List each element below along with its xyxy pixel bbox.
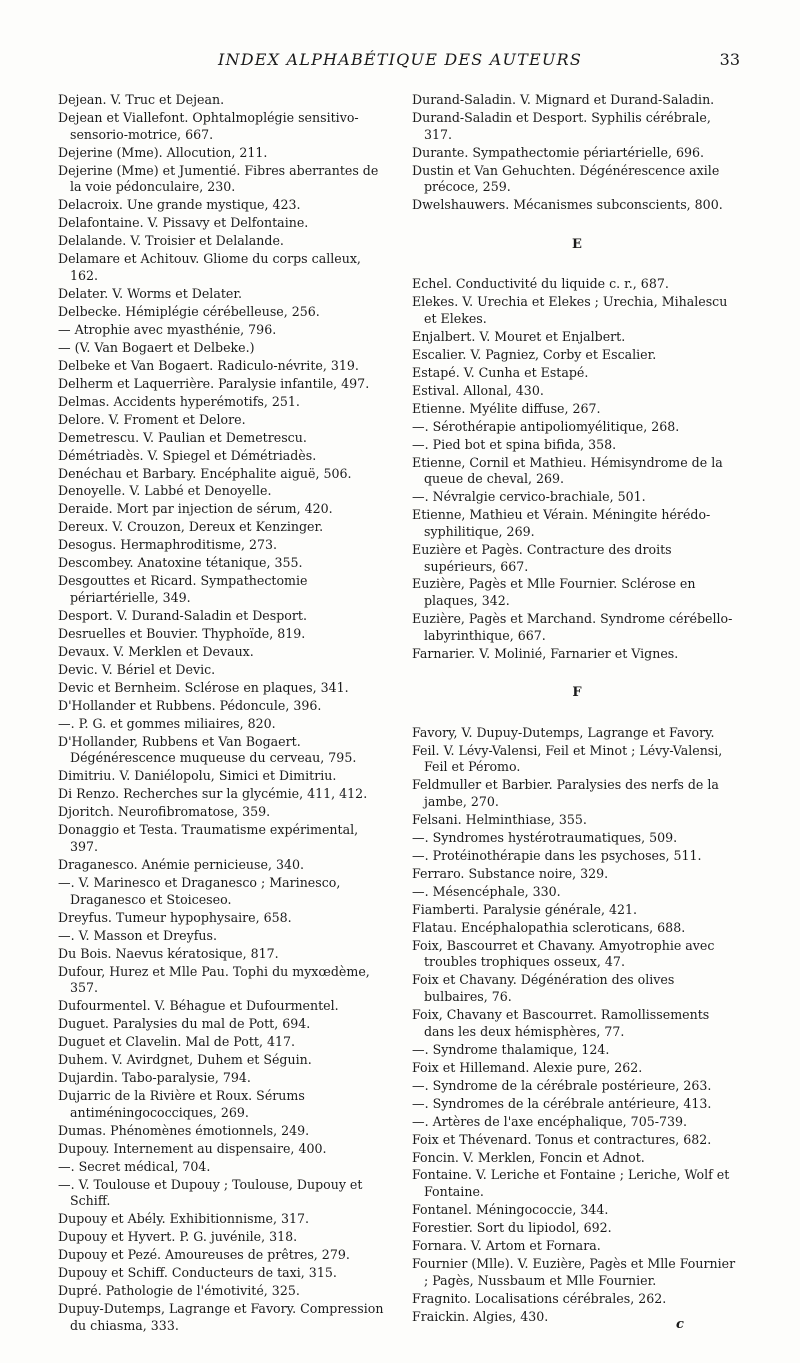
index-entry: Dupouy et Schiff. Conducteurs de taxi, 315.: [58, 1265, 337, 1281]
index-entry: Dupré. Pathologie de l'émotivité, 325.: [58, 1283, 300, 1299]
index-entry: — (V. Van Bogaert et Delbeke.): [58, 339, 255, 355]
index-entry: Delbecke. Hémiplégie cérébelleuse, 256.: [58, 303, 320, 319]
index-entry: Favory, V. Dupuy-Dutemps, Lagrange et Favory.: [412, 724, 715, 740]
index-entry: Delater. V. Worms et Delater.: [58, 285, 242, 301]
index-entry: Dwelshauwers. Mécanismes subconscients, 800.: [412, 197, 723, 213]
index-entry: Fontaine. V. Leriche et Fontaine ; Leriche, Wolf et Fontaine.: [412, 1167, 730, 1200]
index-entry: —. Syndrome thalamique, 124.: [412, 1041, 610, 1057]
index-entry: Flatau. Encéphalopathia scleroticans, 688.: [412, 919, 686, 935]
index-entry: Desruelles et Bouvier. Thyphoïde, 819.: [58, 625, 306, 641]
index-entry: Fournier (Mlle). V. Euzière, Pagès et Mlle Fournier ; Pagès, Nussbaum et Mlle Fournier.: [412, 1256, 736, 1288]
index-entry: Farnarier. V. Molinié, Farnarier et Vignes.: [412, 645, 679, 661]
index-entry: Felsani. Helminthiase, 355.: [412, 811, 587, 827]
index-entry: Dujarric de la Rivière et Roux. Sérums antiméningococciques, 269.: [58, 1088, 305, 1120]
index-entry: Etienne. Myélite diffuse, 267.: [412, 400, 601, 416]
index-entry: Ferraro. Substance noire, 329.: [412, 865, 609, 881]
index-entry: Denéchau et Barbary. Encéphalite aiguë, 506.: [58, 465, 352, 481]
index-entry: Fiamberti. Paralysie générale, 421.: [412, 901, 638, 917]
section-f-list: [412, 725, 742, 1325]
index-entry: Delafontaine. V. Pissavy et Delfontaine.: [58, 215, 309, 231]
index-entry: —. Protéinothérapie dans les psychoses, 511.: [412, 847, 702, 863]
index-entry: Denoyelle. V. Labbé et Denoyelle.: [58, 483, 272, 499]
page-header: [60, 50, 740, 74]
index-entry: Dimitriu. V. Daniélopolu, Simici et Dimitriu.: [58, 768, 337, 784]
section-heading-e: E: [572, 236, 582, 252]
index-entry: Dejerine (Mme) et Jumentié. Fibres aberrantes de la voie pédonculaire, 230.: [58, 162, 379, 195]
index-entry: Dupouy. Internement au dispensaire, 400.: [58, 1140, 327, 1156]
index-entry: Forestier. Sort du lipiodol, 692.: [412, 1220, 612, 1236]
index-entry: —. Mésencéphale, 330.: [412, 883, 561, 899]
signature-mark: c: [676, 1317, 684, 1332]
index-entry: Foix et Hillemand. Alexie pure, 262.: [412, 1059, 643, 1075]
index-entry: —. V. Masson et Dreyfus.: [58, 927, 217, 943]
index-entry: Desogus. Hermaphroditisme, 273.: [58, 537, 278, 553]
index-entry: Durante. Sympathectomie périartérielle, 696.: [412, 144, 705, 160]
index-entry: —. Sérothérapie antipoliomyélitique, 268.: [412, 418, 680, 434]
index-entry: Enjalbert. V. Mouret et Enjalbert.: [412, 328, 626, 344]
index-entry: —. Pied bot et spina bifida, 358.: [412, 436, 617, 452]
index-entry: Foix et Chavany. Dégénération des olives bulbaires, 76.: [412, 972, 675, 1005]
index-entry: —. Névralgie cervico-brachiale, 501.: [412, 489, 646, 505]
right-column: [412, 92, 742, 1327]
index-entry: Euzière et Pagès. Contracture des droits supérieurs, 667.: [412, 541, 672, 574]
index-entry: Devaux. V. Merklen et Devaux.: [58, 643, 254, 659]
index-entry: —. V. Marinesco et Draganesco ; Marinesco, Draganesco et Stoiceseo.: [58, 874, 341, 907]
index-entry: Duguet. Paralysies du mal de Pott, 694.: [58, 1016, 311, 1032]
index-entry: Fraickin. Algies, 430.: [412, 1308, 549, 1324]
index-entry: —. Syndromes de la cérébrale antérieure, 413.: [412, 1095, 712, 1111]
index-entry: Dupuy-Dutemps, Lagrange et Favory. Compression du chiasma, 333.: [58, 1301, 384, 1333]
index-entry: Delherm et Laquerrière. Paralysie infantile, 497.: [58, 375, 370, 391]
index-entry: —. Secret médical, 704.: [58, 1158, 211, 1174]
index-entry: Duhem. V. Avirdgnet, Duhem et Séguin.: [58, 1052, 312, 1068]
index-entry: Dejean. V. Truc et Dejean.: [58, 92, 225, 107]
index-entry: Deraide. Mort par injection de sérum, 420.: [58, 501, 333, 517]
index-entry: Demetrescu. V. Paulian et Demetrescu.: [58, 429, 307, 445]
index-entry: Foix, Bascourret et Chavany. Amyotrophie avec troubles trophiques osseux, 47.: [412, 937, 715, 970]
index-entry: Dufour, Hurez et Mlle Pau. Tophi du myxœdème, 357.: [58, 963, 370, 996]
section-heading-f: F: [572, 685, 582, 701]
index-entry: Fornara. V. Artom et Fornara.: [412, 1238, 601, 1254]
index-entry: D'Hollander, Rubbens et Van Bogaert. Dégénérescence muqueuse du cerveau, 795.: [58, 733, 357, 766]
index-entry: Di Renzo. Recherches sur la glycémie, 411, 412.: [58, 786, 368, 802]
index-entry: Dejean et Viallefont. Ophtalmoplégie sensitivo-sensorio-motrice, 667.: [58, 109, 359, 142]
index-entry: —. V. Toulouse et Dupouy ; Toulouse, Dupouy et Schiff.: [58, 1176, 363, 1209]
index-entry: Djoritch. Neurofibromatose, 359.: [58, 804, 271, 820]
index-entry: Etienne, Cornil et Mathieu. Hémisyndrome de la queue de cheval, 269.: [412, 454, 723, 487]
index-entry: Etienne, Mathieu et Vérain. Méningite hérédo-syphilitique, 269.: [412, 507, 711, 539]
index-entry: Draganesco. Anémie pernicieuse, 340.: [58, 856, 305, 872]
running-title: INDEX ALPHABÉTIQUE DES AUTEURS: [218, 50, 582, 69]
index-entry: Dreyfus. Tumeur hypophysaire, 658.: [58, 909, 292, 925]
index-entry: —. P. G. et gommes miliaires, 820.: [58, 715, 276, 731]
index-entry: Euzière, Pagès et Marchand. Syndrome cérébello-labyrinthique, 667.: [412, 611, 733, 643]
index-entry: Foix, Chavany et Bascourret. Ramollissements dans les deux hémisphères, 77.: [412, 1007, 710, 1039]
index-entry: Desgouttes et Ricard. Sympathectomie périartérielle, 349.: [58, 573, 308, 605]
section-e-list: [412, 276, 742, 662]
index-entry: Descombey. Anatoxine tétanique, 355.: [58, 555, 303, 571]
index-entry: D'Hollander et Rubbens. Pédoncule, 396.: [58, 697, 322, 713]
index-entry: Desport. V. Durand-Saladin et Desport.: [58, 607, 307, 623]
index-entry: —. Syndrome de la cérébrale postérieure, 263.: [412, 1077, 712, 1093]
index-entry: Durand-Saladin. V. Mignard et Durand-Saladin.: [412, 92, 715, 107]
index-entry: — Atrophie avec myasthénie, 796.: [58, 321, 277, 337]
index-entry: Dupouy et Hyvert. P. G. juvénile, 318.: [58, 1229, 298, 1245]
index-entry: Estapé. V. Cunha et Estapé.: [412, 364, 589, 380]
index-entry: Delamare et Achitouv. Gliome du corps calleux, 162.: [58, 251, 361, 283]
index-entry: Devic et Bernheim. Sclérose en plaques, 341.: [58, 679, 349, 695]
index-entry: Delbeke et Van Bogaert. Radiculo-névrite, 319.: [58, 357, 359, 373]
index-entry: Dujardin. Tabo-paralysie, 794.: [58, 1070, 251, 1086]
index-entry: Du Bois. Naevus kératosique, 817.: [58, 945, 279, 961]
index-entry: Devic. V. Bériel et Devic.: [58, 661, 216, 677]
index-entry: Delalande. V. Troisier et Delalande.: [58, 233, 284, 249]
left-column: [58, 92, 385, 1336]
index-entry: Fontanel. Méningococcie, 344.: [412, 1202, 609, 1218]
index-entry: Dupouy et Pezé. Amoureuses de prêtres, 279.: [58, 1247, 350, 1263]
index-entry: Foncin. V. Merklen, Foncin et Adnot.: [412, 1149, 645, 1165]
index-entry: Donaggio et Testa. Traumatisme expérimental, 397.: [58, 822, 359, 854]
index-entry: —. Syndromes hystérotraumatiques, 509.: [412, 829, 678, 845]
index-entry: Delore. V. Froment et Delore.: [58, 411, 246, 427]
index-entry: Durand-Saladin et Desport. Syphilis cérébrale, 317.: [412, 109, 711, 142]
index-entry: Echel. Conductivité du liquide c. r., 687.: [412, 276, 669, 292]
index-entry: Foix et Thévenard. Tonus et contractures, 682.: [412, 1131, 712, 1147]
index-entry: Duguet et Clavelin. Mal de Pott, 417.: [58, 1034, 295, 1050]
index-entry: Dustin et Van Gehuchten. Dégénérescence axile précoce, 259.: [412, 162, 720, 195]
index-entry: Dumas. Phénomènes émotionnels, 249.: [58, 1122, 310, 1138]
index-entry: Estival. Allonal, 430.: [412, 382, 544, 398]
index-entry: Escalier. V. Pagniez, Corby et Escalier.: [412, 346, 657, 362]
index-entry: Delacroix. Une grande mystique, 423.: [58, 197, 301, 213]
index-entry: Dereux. V. Crouzon, Dereux et Kenzinger.: [58, 519, 324, 535]
index-entry: Feldmuller et Barbier. Paralysies des nerfs de la jambe, 270.: [412, 777, 719, 809]
index-entry: Démétriadès. V. Spiegel et Démétriadès.: [58, 447, 317, 463]
index-entry: —. Artères de l'axe encéphalique, 705-739.: [412, 1113, 688, 1129]
page-number: 33: [719, 50, 740, 69]
index-entry: Dejerine (Mme). Allocution, 211.: [58, 144, 268, 160]
index-entry: Fragnito. Localisations cérébrales, 262.: [412, 1290, 667, 1306]
index-entry: Dufourmentel. V. Béhague et Dufourmentel.: [58, 998, 339, 1014]
index-entry: Euzière, Pagès et Mlle Fournier. Sclérose en plaques, 342.: [412, 576, 696, 609]
index-entry: Delmas. Accidents hyperémotifs, 251.: [58, 393, 300, 409]
index-entry: Feil. V. Lévy-Valensi, Feil et Minot ; Lévy-Valensi, Feil et Péromo.: [412, 742, 723, 775]
index-entry: Dupouy et Abély. Exhibitionnisme, 317.: [58, 1211, 310, 1227]
index-entry: Elekes. V. Urechia et Elekes ; Urechia, Mihalescu et Elekes.: [412, 294, 728, 326]
d-continuation-list: [412, 92, 742, 214]
